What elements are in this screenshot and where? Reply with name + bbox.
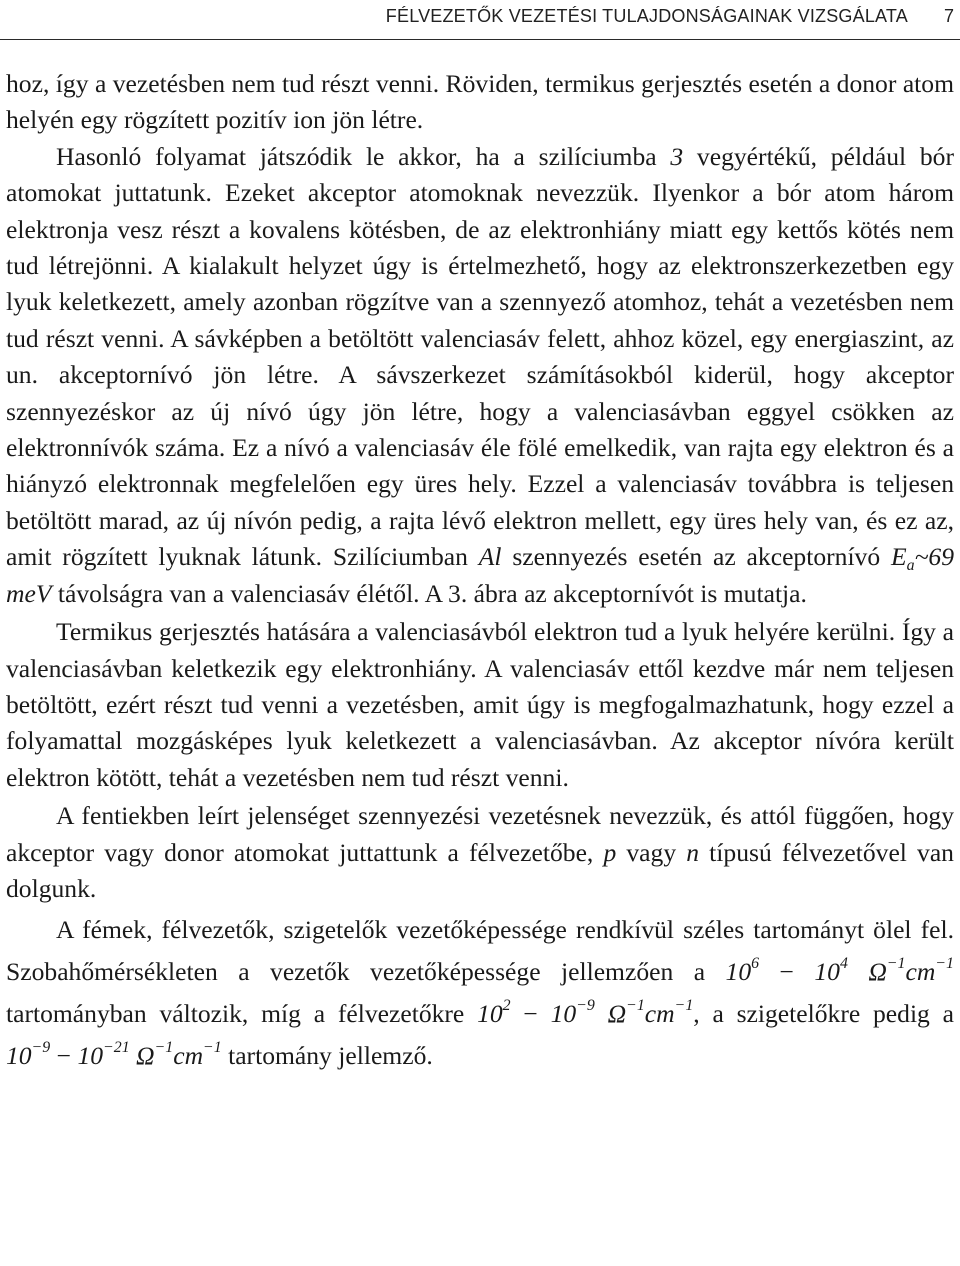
page-header bbox=[0, 0, 960, 40]
acceptor-energy-symbol: $E_a\sim 69$ meV bbox=[6, 542, 955, 608]
paragraph-3: Termikus gerjesztés hatására a valenciasávból elektron tud a lyuk helyére kerülni. Így a valenciasávban keletkezik egy elektronhiány. A valenciasáv ettől kezdve már nem teljesen betöltött, ezért részt tud venni a vezetésben, amit úgy is megfogalmazhatunk, hogy ezzel a folyamattal mozgásképes lyuk keletkezett a valenciasávban. Az akceptor nívóra került elektron kötött, tehát a vezetésben nem tud részt venni. bbox=[6, 617, 954, 792]
running-title: FÉLVEZETŐK VEZETÉSI TULAJDONSÁGAINAK VIZSGÁLATA bbox=[385, 6, 908, 26]
paragraph-5: A fémek, félvezetők, szigetelők vezetőképessége rendkívül széles tartományt ölel fel. Szobahőmérsékleten a vezetők vezetőképessége jellemzően a $10^6 - 10^4$ $\Omega^{-1}cm^{-1}$ tartományban változik, míg a félvezetőkre $10^2 - 10^{-9}$ $\Omega^{-1}cm^{-1}$, a szigetelőkre pedig a $10^{-9} - 10^{-21}$ $\Omega^{-1}cm^{-1}$ tartomány jellemző. bbox=[6, 915, 954, 1071]
n-type-symbol: n bbox=[686, 837, 700, 867]
element-al: Al bbox=[478, 542, 502, 572]
valence-number: 3 bbox=[670, 141, 684, 171]
paragraph-4: A fentiekben leírt jelenséget szennyezési vezetésnek nevezzük, és attól függően, hogy akceptor vagy donor atomokat juttattunk a félvezetőbe, p vagy n típusú félvezetővel van dolgunk. bbox=[6, 801, 954, 903]
p-type-symbol: p bbox=[603, 837, 617, 867]
paragraph-2: Hasonló folyamat játszódik le akkor, ha a szilíciumba 3 vegyértékű, például bór atomokat juttatunk. Ezeket akceptor atomoknak nevezzük. Ilyenkor a bór atom három elektronja vesz részt a kovalens kötésben, de az elektronhiány miatt egy kettős kötés nem tud létrejönni. A kialakult helyzet úgy is értelmezhető, hogy az elektronszerkezetben egy lyuk keletkezett, amely azonban rögzítve van a szennyező atomhoz, tehát a vezetésben nem tud részt venni. A sávképben a betöltött valenciasáv felett, ahhoz közel, egy energiaszint, az un. akceptornívó jön létre. A sávszerkezet számításokból kiderül, hogy akceptor szennyezéskor az új nívó úgy jön létre, hogy a valenciasávban eggyel csökken az elektronnívók száma. Ez a nívó a valenciasáv éle fölé emelkedik, van rajta egy elektron és a hiányzó elektronnak megfelelően egy üres hely. Ezzel a valenciasáv továbbra is teljesen betöltött marad, az új nívón pedig, a rajta lévő elektron mellett, egy üres hely van, és ez az, amit rögzített lyuknak látunk. Szilíciumban Al szennyezés esetén az akceptornívó $E_a\sim 69$ meV távolságra van a valenciasáv élétől. A 3. ábra az akceptornívót is mutatja. bbox=[6, 141, 955, 608]
page-number: 7 bbox=[943, 6, 954, 26]
body-text bbox=[6, 66, 954, 1077]
paragraph-1: hoz, így a vezetésben nem tud részt venni. Röviden, termikus gerjesztés esetén a donor atom helyén egy rögzített pozitív ion jön létre. bbox=[6, 69, 954, 135]
semiconductor-range-formula: $10^2 - 10^{-9}$ $\Omega^{-1}cm^{-1}$ bbox=[477, 997, 694, 1029]
insulator-range-formula: $10^{-9} - 10^{-21}$ $\Omega^{-1}cm^{-1}$ bbox=[6, 1039, 222, 1071]
conductor-range-formula: $10^6 - 10^4$ $\Omega^{-1}cm^{-1}$ bbox=[725, 955, 954, 987]
